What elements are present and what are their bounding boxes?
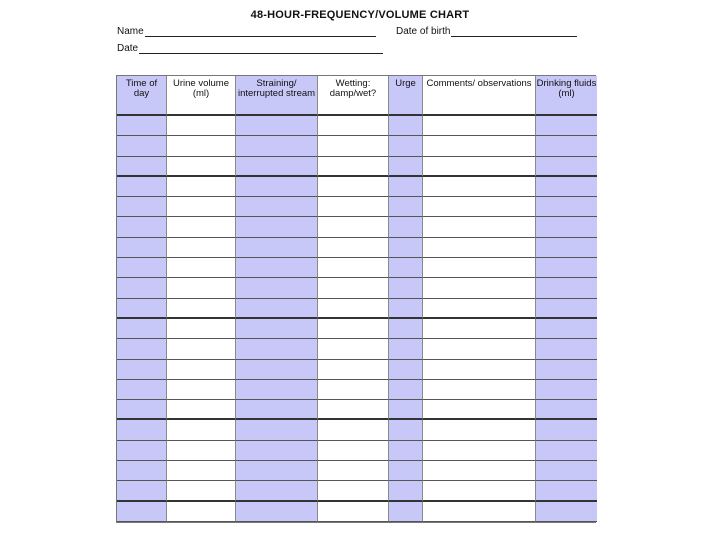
table-cell[interactable] <box>236 299 318 319</box>
table-cell[interactable] <box>389 400 423 420</box>
column-header: Wetting: damp/wet? <box>318 76 389 116</box>
table-cell[interactable] <box>318 258 389 278</box>
table-cell[interactable] <box>117 157 167 177</box>
name-line[interactable] <box>145 26 376 37</box>
table-cell[interactable] <box>167 360 236 380</box>
table-cell[interactable] <box>167 238 236 258</box>
table-cell[interactable] <box>389 461 423 481</box>
table-cell[interactable] <box>423 217 536 237</box>
table-cell[interactable] <box>117 441 167 461</box>
table-cell[interactable] <box>167 339 236 359</box>
table-cell[interactable] <box>167 157 236 177</box>
table-cell[interactable] <box>236 502 318 522</box>
table-cell[interactable] <box>167 441 236 461</box>
table-cell[interactable] <box>167 177 236 197</box>
table-cell[interactable] <box>389 258 423 278</box>
table-cell[interactable] <box>117 116 167 136</box>
table-cell[interactable] <box>318 461 389 481</box>
table-cell[interactable] <box>389 278 423 298</box>
table-cell[interactable] <box>318 116 389 136</box>
table-cell[interactable] <box>236 136 318 156</box>
table-cell[interactable] <box>167 136 236 156</box>
table-cell[interactable] <box>236 380 318 400</box>
table-cell[interactable] <box>389 420 423 440</box>
table-cell[interactable] <box>117 299 167 319</box>
table-cell[interactable] <box>167 278 236 298</box>
table-cell[interactable] <box>117 420 167 440</box>
frequency-volume-table <box>116 75 596 523</box>
table-cell[interactable] <box>389 116 423 136</box>
table-cell[interactable] <box>389 157 423 177</box>
column-header: Drinking fluids (ml) <box>536 76 597 116</box>
table-cell[interactable] <box>236 217 318 237</box>
table-cell[interactable] <box>423 177 536 197</box>
table-cell[interactable] <box>389 136 423 156</box>
table-cell[interactable] <box>236 481 318 501</box>
dob-label: Date of birth <box>396 26 451 37</box>
table-cell[interactable] <box>423 420 536 440</box>
table-cell[interactable] <box>117 380 167 400</box>
name-label: Name <box>117 26 144 37</box>
table-cell[interactable] <box>536 400 597 420</box>
table-cell[interactable] <box>536 238 597 258</box>
table-cell[interactable] <box>236 319 318 339</box>
table-cell[interactable] <box>318 177 389 197</box>
table-cell[interactable] <box>389 299 423 319</box>
table-cell[interactable] <box>423 258 536 278</box>
table-cell[interactable] <box>167 116 236 136</box>
table-cell[interactable] <box>167 319 236 339</box>
table-cell[interactable] <box>167 481 236 501</box>
table-cell[interactable] <box>423 461 536 481</box>
table-cell[interactable] <box>167 258 236 278</box>
date-field[interactable] <box>117 43 383 54</box>
table-cell[interactable] <box>536 339 597 359</box>
table-cell[interactable] <box>536 136 597 156</box>
table-cell[interactable] <box>167 420 236 440</box>
chart-title: 48-HOUR-FREQUENCY/VOLUME CHART <box>250 9 470 21</box>
table-cell[interactable] <box>423 400 536 420</box>
table-cell[interactable] <box>389 481 423 501</box>
table-cell[interactable] <box>167 217 236 237</box>
table-cell[interactable] <box>236 258 318 278</box>
table-cell[interactable] <box>236 339 318 359</box>
table-cell[interactable] <box>423 197 536 217</box>
table-cell[interactable] <box>318 319 389 339</box>
table-cell[interactable] <box>536 319 597 339</box>
table-cell[interactable] <box>536 217 597 237</box>
table-cell[interactable] <box>536 461 597 481</box>
table-cell[interactable] <box>236 441 318 461</box>
table-cell[interactable] <box>423 481 536 501</box>
table-cell[interactable] <box>167 502 236 522</box>
table-cell[interactable] <box>423 441 536 461</box>
table-cell[interactable] <box>167 197 236 217</box>
table-cell[interactable] <box>117 177 167 197</box>
table-cell[interactable] <box>167 299 236 319</box>
table-cell[interactable] <box>117 238 167 258</box>
table-cell[interactable] <box>536 197 597 217</box>
table-cell[interactable] <box>318 157 389 177</box>
table-cell[interactable] <box>536 420 597 440</box>
table-cell[interactable] <box>117 197 167 217</box>
table-cell[interactable] <box>318 481 389 501</box>
table-cell[interactable] <box>536 380 597 400</box>
column-header: Urine volume (ml) <box>167 76 236 116</box>
table-cell[interactable] <box>389 217 423 237</box>
table-cell[interactable] <box>423 278 536 298</box>
dob-field[interactable] <box>396 26 577 37</box>
table-cell[interactable] <box>536 177 597 197</box>
table-cell[interactable] <box>536 258 597 278</box>
table-cell[interactable] <box>236 400 318 420</box>
table-cell[interactable] <box>536 360 597 380</box>
table-cell[interactable] <box>423 136 536 156</box>
table-cell[interactable] <box>167 380 236 400</box>
table-cell[interactable] <box>167 400 236 420</box>
table-cell[interactable] <box>318 360 389 380</box>
table-cell[interactable] <box>117 258 167 278</box>
table-cell[interactable] <box>117 400 167 420</box>
table-cell[interactable] <box>423 360 536 380</box>
table-cell[interactable] <box>236 278 318 298</box>
table-cell[interactable] <box>318 278 389 298</box>
table-cell[interactable] <box>423 319 536 339</box>
table-cell[interactable] <box>236 116 318 136</box>
table-cell[interactable] <box>423 502 536 522</box>
table-cell[interactable] <box>117 217 167 237</box>
table-cell[interactable] <box>117 319 167 339</box>
table-cell[interactable] <box>318 299 389 319</box>
name-field[interactable] <box>117 26 376 37</box>
table-cell[interactable] <box>536 299 597 319</box>
table-cell[interactable] <box>318 502 389 522</box>
table-cell[interactable] <box>423 157 536 177</box>
table-cell[interactable] <box>117 360 167 380</box>
column-header: Comments/ observations <box>423 76 536 116</box>
dob-line[interactable] <box>451 26 577 37</box>
table-cell[interactable] <box>423 380 536 400</box>
table-cell[interactable] <box>318 136 389 156</box>
table-cell[interactable] <box>536 157 597 177</box>
table-cell[interactable] <box>536 116 597 136</box>
table-cell[interactable] <box>536 278 597 298</box>
table-cell[interactable] <box>318 441 389 461</box>
table-cell[interactable] <box>318 217 389 237</box>
table-cell[interactable] <box>318 339 389 359</box>
table-cell[interactable] <box>236 177 318 197</box>
date-label: Date <box>117 43 139 54</box>
table-cell[interactable] <box>423 299 536 319</box>
table-cell[interactable] <box>318 238 389 258</box>
table-cell[interactable] <box>236 461 318 481</box>
table-cell[interactable] <box>236 360 318 380</box>
table-cell[interactable] <box>167 461 236 481</box>
table-cell[interactable] <box>389 380 423 400</box>
table-cell[interactable] <box>318 420 389 440</box>
table-cell[interactable] <box>389 197 423 217</box>
table-cell[interactable] <box>389 441 423 461</box>
table-cell[interactable] <box>389 177 423 197</box>
table-cell[interactable] <box>389 502 423 522</box>
table-cell[interactable] <box>117 136 167 156</box>
table-cell[interactable] <box>117 481 167 501</box>
table-cell[interactable] <box>389 319 423 339</box>
table-cell[interactable] <box>236 238 318 258</box>
table-cell[interactable] <box>318 380 389 400</box>
date-line[interactable] <box>139 43 383 54</box>
table-cell[interactable] <box>318 400 389 420</box>
table-cell[interactable] <box>117 278 167 298</box>
table-cell[interactable] <box>389 360 423 380</box>
table-cell[interactable] <box>423 116 536 136</box>
table-cell[interactable] <box>389 238 423 258</box>
table-cell[interactable] <box>236 157 318 177</box>
column-header: Straining/ interrupted stream <box>236 76 318 116</box>
column-header: Urge <box>389 76 423 116</box>
table-cell[interactable] <box>117 339 167 359</box>
table-cell[interactable] <box>389 339 423 359</box>
table-cell[interactable] <box>536 441 597 461</box>
table-cell[interactable] <box>236 420 318 440</box>
table-cell[interactable] <box>117 461 167 481</box>
table-cell[interactable] <box>536 502 597 522</box>
column-header: Time of day <box>117 76 167 116</box>
table-cell[interactable] <box>318 197 389 217</box>
table-cell[interactable] <box>236 197 318 217</box>
table-cell[interactable] <box>536 481 597 501</box>
table-cell[interactable] <box>117 502 167 522</box>
table-cell[interactable] <box>423 339 536 359</box>
table-cell[interactable] <box>423 238 536 258</box>
